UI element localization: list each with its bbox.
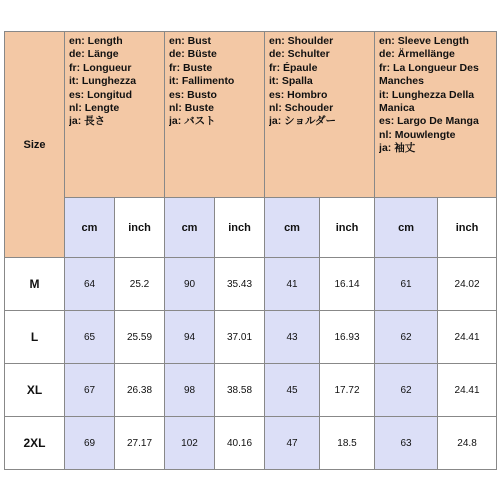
table-cell: 62 (375, 364, 438, 417)
table-row (5, 364, 497, 417)
table-cell: 67 (65, 364, 115, 417)
table-cell: 98 (165, 364, 215, 417)
measure-label: de: Länge (69, 48, 119, 61)
table-cell: 45 (265, 364, 320, 417)
measure-label: it: Spalla (269, 75, 313, 88)
table-row (5, 311, 497, 364)
table-cell: 62 (375, 311, 438, 364)
table-cell: 26.38 (115, 364, 165, 417)
size-column-header: Size (5, 32, 65, 258)
table-cell: 27.17 (115, 417, 165, 470)
table-cell: 90 (165, 258, 215, 311)
size-table (4, 31, 497, 470)
table-row (5, 258, 497, 311)
table-cell: 41 (265, 258, 320, 311)
table-cell: 18.5 (320, 417, 375, 470)
table-cell: 63 (375, 417, 438, 470)
measure-label: nl: Buste (169, 102, 214, 115)
unit-inch-header: inch (320, 198, 375, 258)
measure-header-bust (165, 32, 265, 198)
measure-label: ja: バスト (169, 115, 216, 128)
table-cell: 24.41 (438, 311, 497, 364)
header-row (5, 32, 497, 198)
table-cell: 25.2 (115, 258, 165, 311)
measure-label: en: Shoulder (269, 35, 334, 47)
table-row (5, 417, 497, 470)
measure-label: en: Sleeve Length (379, 35, 469, 47)
unit-cm-header: cm (265, 198, 320, 258)
measure-label: en: Length (69, 35, 123, 47)
measure-header-sleeve-length (375, 32, 497, 198)
table-cell: 94 (165, 311, 215, 364)
measure-label: ja: 袖丈 (379, 142, 416, 155)
measure-label: nl: Lengte (69, 102, 120, 115)
unit-inch-header: inch (115, 198, 165, 258)
measure-label: it: Fallimento (169, 75, 235, 88)
measure-label: nl: Mouwlengte (379, 128, 456, 141)
measure-label: es: Hombro (269, 88, 328, 101)
measure-header-length (65, 32, 165, 198)
table-cell: 61 (375, 258, 438, 311)
table-cell: 64 (65, 258, 115, 311)
table-cell: 25.59 (115, 311, 165, 364)
table-cell: 24.8 (438, 417, 497, 470)
table-cell: 17.72 (320, 364, 375, 417)
unit-row (5, 198, 497, 258)
measure-label: de: Ärmellänge (379, 48, 455, 61)
table-cell: 47 (265, 417, 320, 470)
table-cell: 69 (65, 417, 115, 470)
table-cell: 35.43 (215, 258, 265, 311)
measure-label: de: Schulter (269, 48, 330, 61)
measure-label: es: Largo De Manga (379, 115, 479, 128)
table-cell: 65 (65, 311, 115, 364)
measure-label: es: Longitud (69, 88, 132, 101)
measure-label: it: Lunghezza Della Manica (379, 88, 475, 115)
measure-header-shoulder (265, 32, 375, 198)
unit-cm-header: cm (165, 198, 215, 258)
unit-inch-header: inch (438, 198, 497, 258)
table-cell: 38.58 (215, 364, 265, 417)
unit-cm-header: cm (65, 198, 115, 258)
table-cell: 16.93 (320, 311, 375, 364)
measure-label: fr: Buste (169, 61, 213, 74)
table-cell: 43 (265, 311, 320, 364)
table-cell: 16.14 (320, 258, 375, 311)
measure-label: fr: Longueur (69, 61, 132, 74)
measure-label: fr: Épaule (269, 61, 318, 74)
measure-label: ja: ショルダー (269, 115, 337, 128)
table-cell: 40.16 (215, 417, 265, 470)
table-cell: 37.01 (215, 311, 265, 364)
size-label: 2XL (5, 417, 65, 470)
table-cell: 24.41 (438, 364, 497, 417)
measure-label: nl: Schouder (269, 102, 334, 115)
measure-label: ja: 長さ (69, 115, 106, 128)
size-label: M (5, 258, 65, 311)
unit-cm-header: cm (375, 198, 438, 258)
measure-label: fr: La Longueur Des Manches (379, 61, 479, 88)
measure-label: it: Lunghezza (69, 75, 137, 88)
measure-label: en: Bust (169, 35, 212, 47)
size-label: XL (5, 364, 65, 417)
measure-label: de: Büste (169, 48, 217, 61)
size-label: L (5, 311, 65, 364)
table-cell: 24.02 (438, 258, 497, 311)
unit-inch-header: inch (215, 198, 265, 258)
measure-label: es: Busto (169, 88, 217, 101)
table-cell: 102 (165, 417, 215, 470)
